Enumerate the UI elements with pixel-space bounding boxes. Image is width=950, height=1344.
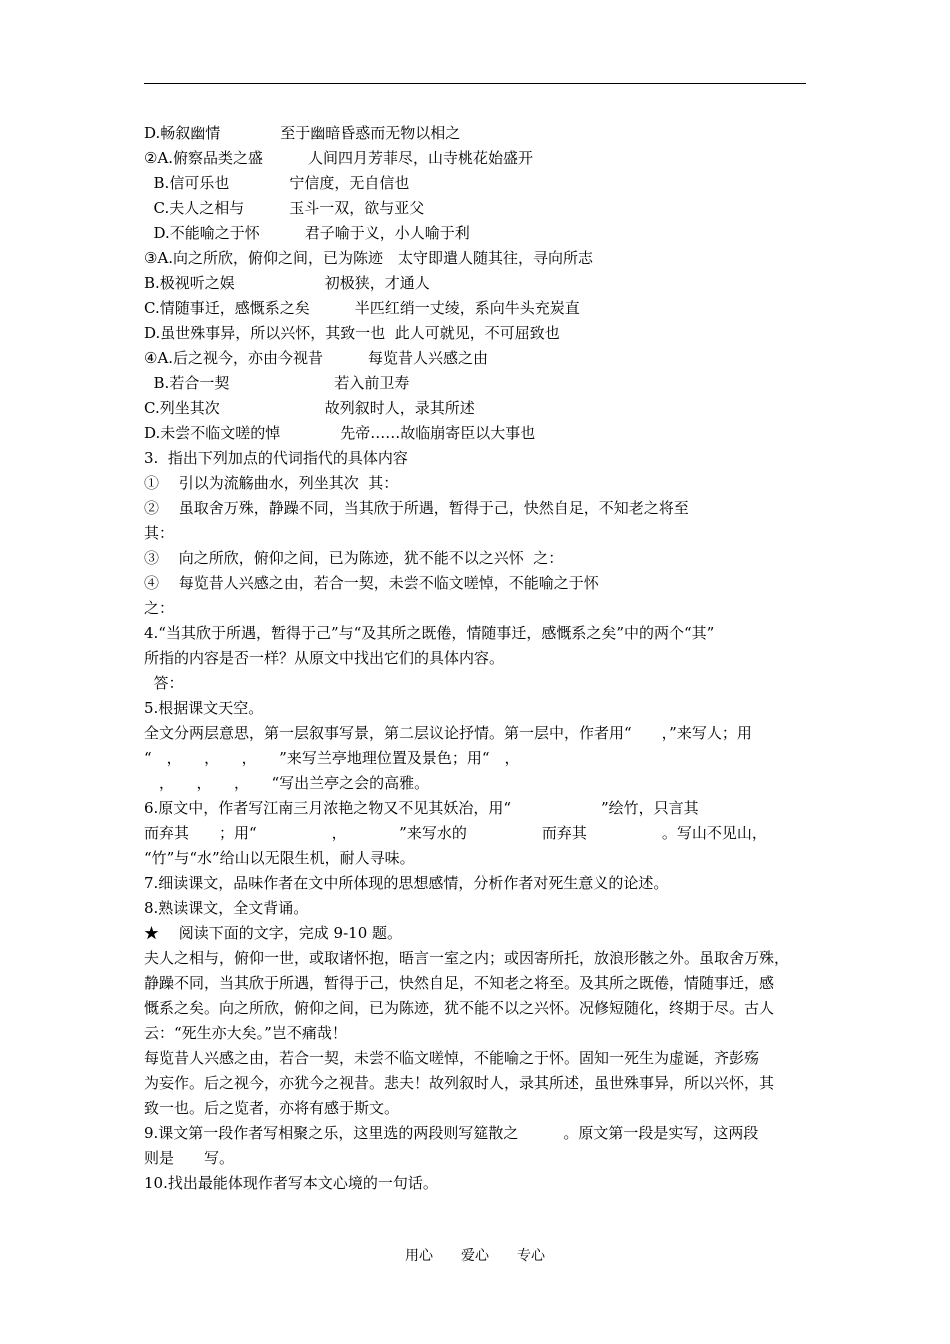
- text-line: 9.课文第一段作者写相聚之乐，这里选的两段则写筵散之 。原文第一段是实写，这两段: [144, 1124, 759, 1142]
- document-body: [144, 121, 808, 1196]
- text-line: 6.原文中，作者写江南三月浓艳之物又不见其妖冶，用“ ”绘竹，只言其: [144, 799, 699, 817]
- text-line: 5.根据课文天空。: [144, 699, 264, 717]
- text-line: ④ 每览昔人兴感之由，若合一契，未尝不临文嗟悼，不能喻之于怀: [144, 574, 599, 592]
- text-line: “竹”与“水”给山以无限生机，耐人寻味。: [144, 849, 415, 867]
- header-rule: [144, 83, 806, 84]
- text-line: 夫人之相与，俯仰一世，或取诸怀抱，晤言一室之内；或因寄所托，放浪形骸之外。虽取舍万殊，: [144, 949, 790, 967]
- text-line: C.夫人之相与 玉斗一双，欲与亚父: [144, 199, 425, 217]
- text-line: ★ 阅读下面的文字，完成 9-10 题。: [144, 924, 403, 942]
- text-line: 其：: [144, 524, 175, 542]
- text-line: 全文分两层意思，第一层叙事写景，第二层议论抒情。第一层中，作者用“ ，”来写人；用: [144, 724, 752, 742]
- text-line: ， ， ， “写出兰亭之会的高雅。: [144, 774, 430, 792]
- text-line: 10.找出最能体现作者写本文心境的一句话。: [144, 1174, 438, 1192]
- text-line: C.列坐其次 故列叙时人，录其所述: [144, 399, 475, 417]
- text-line: 致一也。后之览者，亦将有感于斯文。: [144, 1099, 400, 1117]
- text-line: ②A.俯察品类之盛 人间四月芳菲尽，山寺桃花始盛开: [144, 149, 534, 167]
- text-line: B.若合一契 若入前卫寿: [144, 374, 410, 392]
- text-line: 之：: [144, 599, 175, 617]
- text-line: 每览昔人兴感之由，若合一契，未尝不临文嗟悼，不能喻之于怀。固知一死生为虚诞，齐彭殇: [144, 1049, 760, 1067]
- text-line: C.情随事迁，感慨系之矣 半匹红绡一丈绫，系向牛头充炭直: [144, 299, 580, 317]
- text-line: 则是 写。: [144, 1149, 235, 1167]
- text-line: 7.细读课文，品味作者在文中所体现的思想感情，分析作者对死生意义的论述。: [144, 874, 669, 892]
- text-line: D.不能喻之于怀 君子喻于义，小人喻于利: [144, 224, 470, 242]
- text-line: 答：: [144, 674, 184, 692]
- text-line: ② 虽取舍万殊，静躁不同，当其欣于所遇，暂得于己，快然自足，不知老之将至: [144, 499, 689, 517]
- text-line: ① 引以为流觞曲水，列坐其次 其：: [144, 474, 399, 492]
- text-line: ③A.向之所欣，俯仰之间，已为陈迹 太守即遣人随其往，寻向所志: [144, 249, 594, 267]
- text-line: B.信可乐也 宁信度，无自信也: [144, 174, 410, 192]
- text-line: 所指的内容是否一样？从原文中找出它们的具体内容。: [144, 649, 505, 667]
- text-line: D.畅叙幽情 至于幽暗昏惑而无物以相之: [144, 124, 461, 142]
- text-line: 而弃其 ；用“ ， ”来写水的 而弃其 。写山不见山，: [144, 824, 767, 842]
- text-line: B.极视听之娱 初极狭，才通人: [144, 274, 430, 292]
- text-line: 8.熟读课文，全文背诵。: [144, 899, 309, 917]
- text-line: ③ 向之所欣，俯仰之间，已为陈迹，犹不能不以之兴怀 之：: [144, 549, 564, 567]
- text-line: ④A.后之视今，亦由今视昔 每览昔人兴感之由: [144, 349, 489, 367]
- text-line: 慨系之矣。向之所欣，俯仰之间，已为陈迹，犹不能不以之兴怀。况修短随化，终期于尽。古人: [144, 999, 775, 1017]
- page-footer: 用心 爱心 专心: [405, 1248, 545, 1264]
- text-line: 静躁不同，当其欣于所遇，暂得于己，快然自足，不知老之将至。及其所之既倦，情随事迁，感: [144, 974, 775, 992]
- text-line: 3. 指出下列加点的代词指代的具体内容: [144, 449, 408, 467]
- text-line: D.虽世殊事异，所以兴怀，其致一也 此人可就见，不可屈致也: [144, 324, 560, 342]
- text-line: 云：“死生亦大矣。”岂不痛哉！: [144, 1024, 347, 1042]
- text-line: 4.“当其欣于所遇，暂得于己”与“及其所之既倦，情随事迁，感慨系之矣”中的两个“其”: [144, 624, 715, 642]
- text-line: D.未尝不临文嗟的悼 先帝……故临崩寄臣以大事也: [144, 424, 536, 442]
- text-line: “ ， ， ， ”来写兰亭地理位置及景色；用“ ，: [144, 749, 520, 767]
- text-line: 为妄作。后之视今，亦犹今之视昔。悲夫！故列叙时人，录其所述，虽世殊事异，所以兴怀，其: [144, 1074, 775, 1092]
